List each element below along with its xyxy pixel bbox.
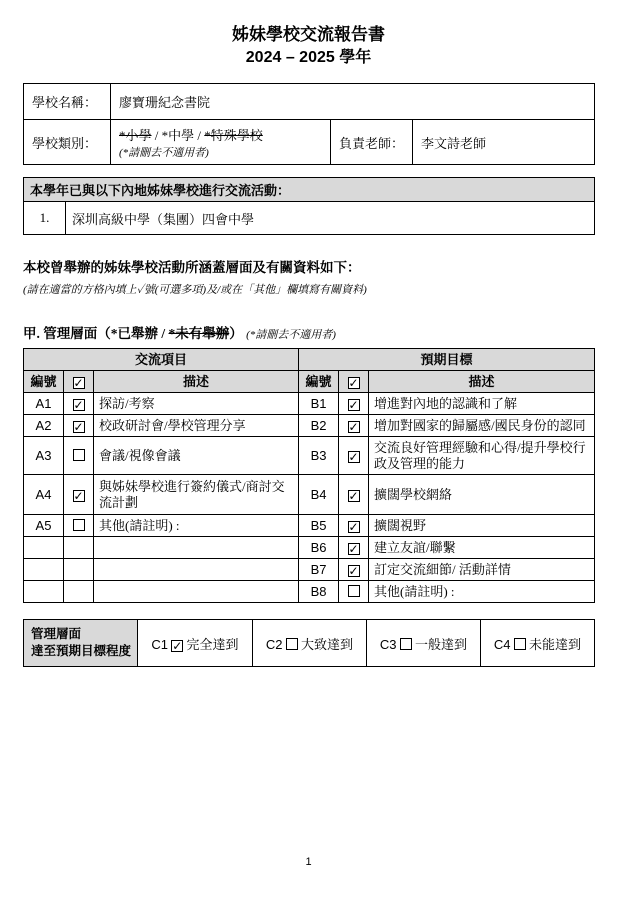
empty-cell xyxy=(24,581,64,603)
checkbox-icon: ✓ xyxy=(73,419,84,434)
item-code-b4: B4 xyxy=(299,475,339,515)
checkbox-icon: ✓ xyxy=(348,488,359,503)
checkbox-icon: ✓ xyxy=(73,397,84,412)
school-name-value: 廖寶珊紀念書院 xyxy=(111,84,595,120)
table-row-a5-b5 xyxy=(24,515,595,537)
item-code-b1: B1 xyxy=(299,393,339,415)
table-row-a3-b3 xyxy=(24,437,595,475)
item-desc-b8: 其他(請註明) : xyxy=(369,581,595,603)
delete-inapplicable-note: (*請刪去不適用者) xyxy=(246,329,336,341)
table-row xyxy=(24,202,595,235)
empty-cell xyxy=(64,537,94,559)
checkbox-a5[interactable] xyxy=(64,515,94,537)
table-row xyxy=(24,620,595,667)
sister-school-name: 深圳高級中學（集團）四會中學 xyxy=(66,202,595,235)
item-code-b2: B2 xyxy=(299,415,339,437)
rating-option-c1: C1 ✓ 完全達到 xyxy=(138,620,253,667)
table-row xyxy=(24,120,595,165)
item-desc-b4: 擴闊學校網絡 xyxy=(369,475,595,515)
table-row-a4-b4 xyxy=(24,475,595,515)
item-desc-b5: 擴闊視野 xyxy=(369,515,595,537)
activity-row-number: 1. xyxy=(24,202,66,235)
school-name-label: 學校名稱： xyxy=(24,84,111,120)
checkbox-icon: ✓ xyxy=(348,541,359,556)
goal-achievement-table xyxy=(23,619,595,667)
school-info-table xyxy=(23,83,595,165)
option-special-struck: *特殊學校 xyxy=(204,127,263,143)
checkbox-checked-icon: ✓ xyxy=(348,375,359,390)
checkbox-icon xyxy=(73,449,85,461)
checkbox-c4[interactable] xyxy=(514,638,526,650)
checkbox-b7[interactable] xyxy=(339,559,369,581)
item-code-b6: B6 xyxy=(299,537,339,559)
table-row-b7 xyxy=(24,559,595,581)
school-type-label: 學校類別： xyxy=(24,120,111,165)
col-header-checkbox xyxy=(64,371,94,393)
table-header-row xyxy=(24,178,595,202)
rating-option-c2: C2 大致達到 xyxy=(253,620,367,667)
item-code-b5: B5 xyxy=(299,515,339,537)
school-type-options: *小學 / *中學 / *特殊學校 xyxy=(119,127,263,143)
school-type-value xyxy=(111,120,331,165)
item-code-b3: B3 xyxy=(299,437,339,475)
item-desc-b2: 增加對國家的歸屬感/國民身份的認同 xyxy=(369,415,595,437)
checkbox-icon: ✓ xyxy=(348,419,359,434)
checkbox-icon: ✓ xyxy=(348,397,359,412)
item-desc-a2: 校政研討會/學校管理分享 xyxy=(94,415,299,437)
item-code-b8: B8 xyxy=(299,581,339,603)
item-code-a2: A2 xyxy=(24,415,64,437)
not-held-struck: *未有舉辦 xyxy=(168,326,230,341)
checkbox-a4[interactable] xyxy=(64,475,94,515)
empty-cell xyxy=(64,581,94,603)
page-number: 1 xyxy=(305,856,312,868)
col-header-desc: 描述 xyxy=(94,371,299,393)
checkbox-b6[interactable] xyxy=(339,537,369,559)
table-row-a1-b1 xyxy=(24,393,595,415)
checkbox-a2[interactable] xyxy=(64,415,94,437)
checkbox-b8[interactable] xyxy=(339,581,369,603)
checkbox-c1[interactable]: ✓ xyxy=(172,638,183,653)
empty-cell xyxy=(94,581,299,603)
rating-option-c4: C4 未能達到 xyxy=(481,620,595,667)
checkbox-icon: ✓ xyxy=(73,488,84,503)
intro-instruction-note: (請在適當的方格內填上✓號(可選多項)及/或在「其他」欄填寫有關資料) xyxy=(23,284,367,296)
item-code-b7: B7 xyxy=(299,559,339,581)
table-row xyxy=(24,84,595,120)
checkbox-a1[interactable] xyxy=(64,393,94,415)
column-header-row xyxy=(24,371,595,393)
option-primary-struck: *小學 xyxy=(119,127,152,143)
col-header-code: 編號 xyxy=(24,371,64,393)
checkbox-checked-icon: ✓ xyxy=(73,375,84,390)
checkbox-b3[interactable] xyxy=(339,437,369,475)
checkbox-a3[interactable] xyxy=(64,437,94,475)
col-header-desc: 描述 xyxy=(369,371,595,393)
checkbox-b2[interactable] xyxy=(339,415,369,437)
checkbox-icon: ✓ xyxy=(348,563,359,578)
col-header-checkbox xyxy=(339,371,369,393)
document-page xyxy=(0,24,617,667)
item-code-a1: A1 xyxy=(24,393,64,415)
delete-inapplicable-note: (*請刪去不適用者) xyxy=(119,146,209,159)
table-row-b6 xyxy=(24,537,595,559)
item-code-a4: A4 xyxy=(24,475,64,515)
empty-cell xyxy=(64,559,94,581)
checkbox-icon: ✓ xyxy=(348,449,359,464)
activity-table xyxy=(23,177,595,235)
checkbox-c3[interactable] xyxy=(400,638,412,650)
exchange-items-goals-table xyxy=(23,348,595,603)
teacher-value: 李文詩老師 xyxy=(413,120,595,165)
page-title: 姊妹學校交流報告書 xyxy=(232,25,385,44)
activity-table-header: 本學年已與以下內地姊妹學校進行交流活動： xyxy=(24,178,595,202)
rating-label: 管理層面 達至預期目標程度 xyxy=(24,620,138,667)
exchange-items-group-header: 交流項目 xyxy=(24,349,299,371)
checkbox-icon xyxy=(348,585,360,597)
table-row-b8 xyxy=(24,581,595,603)
checkbox-b1[interactable] xyxy=(339,393,369,415)
checkbox-icon: ✓ xyxy=(348,519,359,534)
rating-option-c3: C3 一般達到 xyxy=(367,620,481,667)
item-desc-a4: 與姊妹學校進行簽約儀式/商討交流計劃 xyxy=(94,475,299,515)
section-a-heading: 甲. 管理層面（*已舉辦 / *未有舉辦） (*請刪去不適用者) xyxy=(23,326,336,341)
empty-cell xyxy=(94,559,299,581)
empty-cell xyxy=(94,537,299,559)
teacher-label: 負責老師： xyxy=(331,120,413,165)
checkbox-b5[interactable] xyxy=(339,515,369,537)
group-header-row xyxy=(24,349,595,371)
checkbox-icon xyxy=(73,519,85,531)
expected-goals-group-header: 預期目標 xyxy=(299,349,595,371)
table-row-a2-b2 xyxy=(24,415,595,437)
item-desc-a1: 探訪/考察 xyxy=(94,393,299,415)
option-secondary: *中學 xyxy=(161,127,195,143)
checkbox-c2[interactable] xyxy=(286,638,298,650)
page-subtitle-year: 2024 – 2025 學年 xyxy=(245,49,372,66)
item-desc-a3: 會議/視像會議 xyxy=(94,437,299,475)
item-desc-b6: 建立友誼/聯繫 xyxy=(369,537,595,559)
item-desc-b7: 訂定交流細節/ 活動詳情 xyxy=(369,559,595,581)
col-header-code: 編號 xyxy=(299,371,339,393)
item-code-a5: A5 xyxy=(24,515,64,537)
empty-cell xyxy=(24,559,64,581)
intro-statement: 本校曾舉辦的姊妹學校活動所涵蓋層面及有關資料如下： xyxy=(23,260,361,275)
item-desc-b3: 交流良好管理經驗和心得/提升學校行政及管理的能力 xyxy=(369,437,595,475)
item-code-a3: A3 xyxy=(24,437,64,475)
item-desc-b1: 增進對內地的認識和了解 xyxy=(369,393,595,415)
empty-cell xyxy=(24,537,64,559)
item-desc-a5: 其他(請註明) : xyxy=(94,515,299,537)
checkbox-b4[interactable] xyxy=(339,475,369,515)
